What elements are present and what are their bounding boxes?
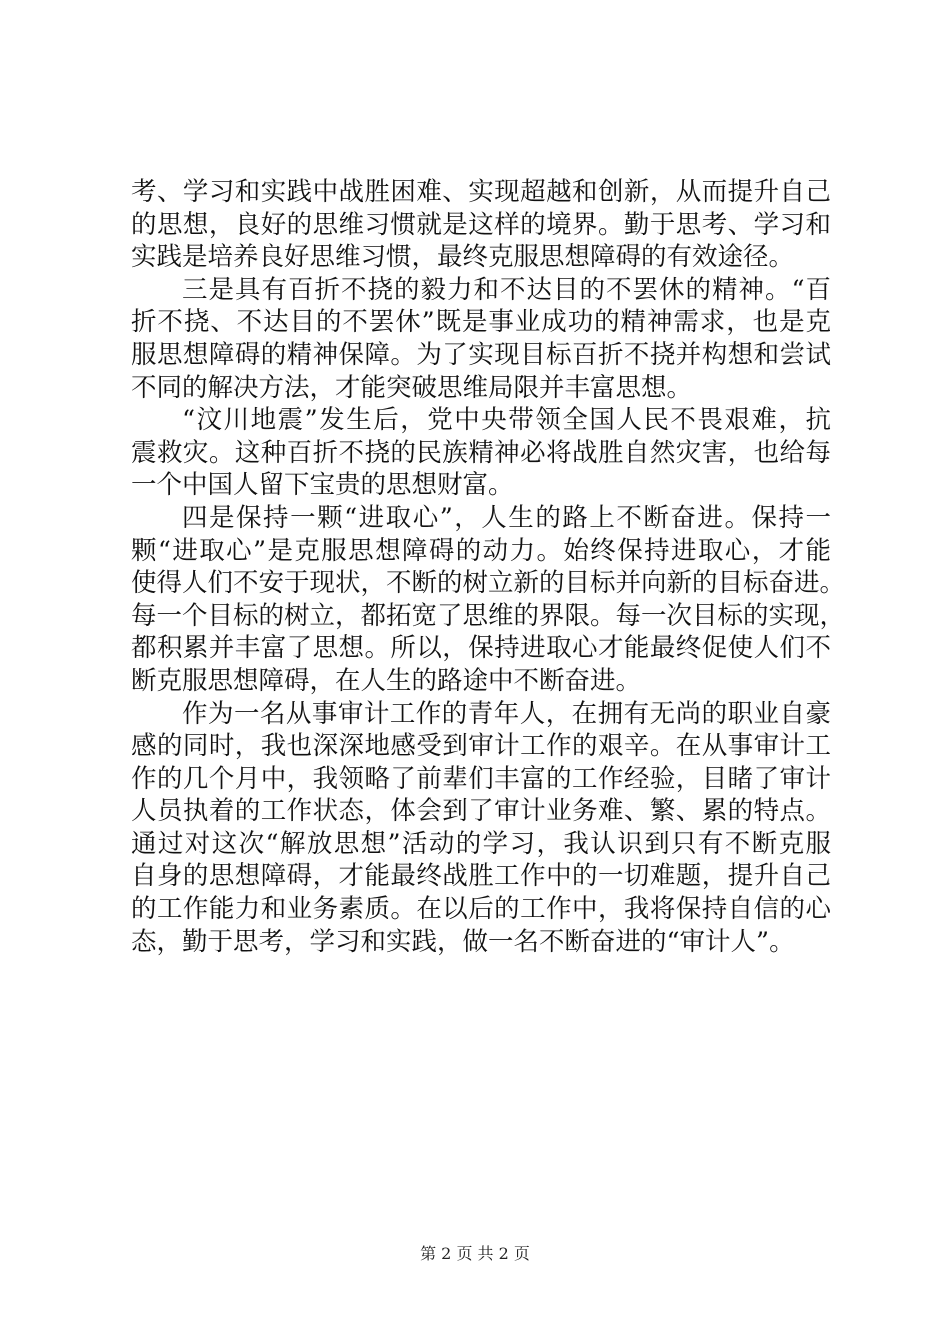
- text-line: 颗“进取心”是克服思想障碍的动力。始终保持进取心，才能: [131, 535, 831, 566]
- text-line: 感的同时，我也深深地感受到审计工作的艰辛。在从事审计工: [131, 731, 831, 762]
- text-line: 态，勤于思考，学习和实践，做一名不断奋进的“审计人”。: [131, 926, 795, 957]
- text-line: 实践是培养良好思维习惯，最终克服思想障碍的有效途径。: [131, 242, 795, 273]
- text-line: 折不挠、不达目的不罢休”既是事业成功的精神需求，也是克: [131, 307, 831, 338]
- text-line: 不同的解决方法，才能突破思维局限并丰富思想。: [131, 372, 693, 403]
- text-line: “汶川地震”发生后，党中央带领全国人民不畏艰难，抗: [182, 405, 831, 436]
- text-line: 考、学习和实践中战胜困难、实现超越和创新，从而提升自己: [131, 177, 831, 207]
- text-line: 三是具有百折不挠的毅力和不达目的不罢休的精神。“百: [182, 274, 831, 305]
- text-line: 都积累并丰富了思想。所以，保持进取心才能最终促使人们不: [131, 633, 831, 664]
- text-line: 震救灾。这种百折不挠的民族精神必将战胜自然灾害，也给每: [131, 437, 831, 468]
- page-number-footer: 第 2 页 共 2 页: [420, 1244, 530, 1263]
- text-line: 一个中国人留下宝贵的思想财富。: [131, 470, 514, 501]
- document-body: [131, 176, 846, 958]
- text-line: 的思想，良好的思维习惯就是这样的境界。勤于思考、学习和: [131, 209, 831, 240]
- text-line: 作为一名从事审计工作的青年人，在拥有无尚的职业自豪: [182, 698, 831, 729]
- text-line: 自身的思想障碍，才能最终战胜工作中的一切难题，提升自己: [131, 861, 831, 892]
- text-line: 人员执着的工作状态，体会到了审计业务难、繁、累的特点。: [131, 796, 831, 827]
- text-line: 作的几个月中，我领略了前辈们丰富的工作经验，目睹了审计: [131, 763, 831, 794]
- text-line: 四是保持一颗“进取心”，人生的路上不断奋进。保持一: [182, 502, 831, 533]
- text-line: 服思想障碍的精神保障。为了实现目标百折不挠并构想和尝试: [131, 339, 831, 370]
- text-line: 使得人们不安于现状，不断的树立新的目标并向新的目标奋进。: [131, 568, 846, 599]
- text-line: 通过对这次“解放思想”活动的学习，我认识到只有不断克服: [131, 828, 831, 859]
- text-line: 每一个目标的树立，都拓宽了思维的界限。每一次目标的实现，: [131, 600, 846, 631]
- text-line: 断克服思想障碍，在人生的路途中不断奋进。: [131, 665, 642, 696]
- text-line: 的工作能力和业务素质。在以后的工作中，我将保持自信的心: [131, 894, 831, 925]
